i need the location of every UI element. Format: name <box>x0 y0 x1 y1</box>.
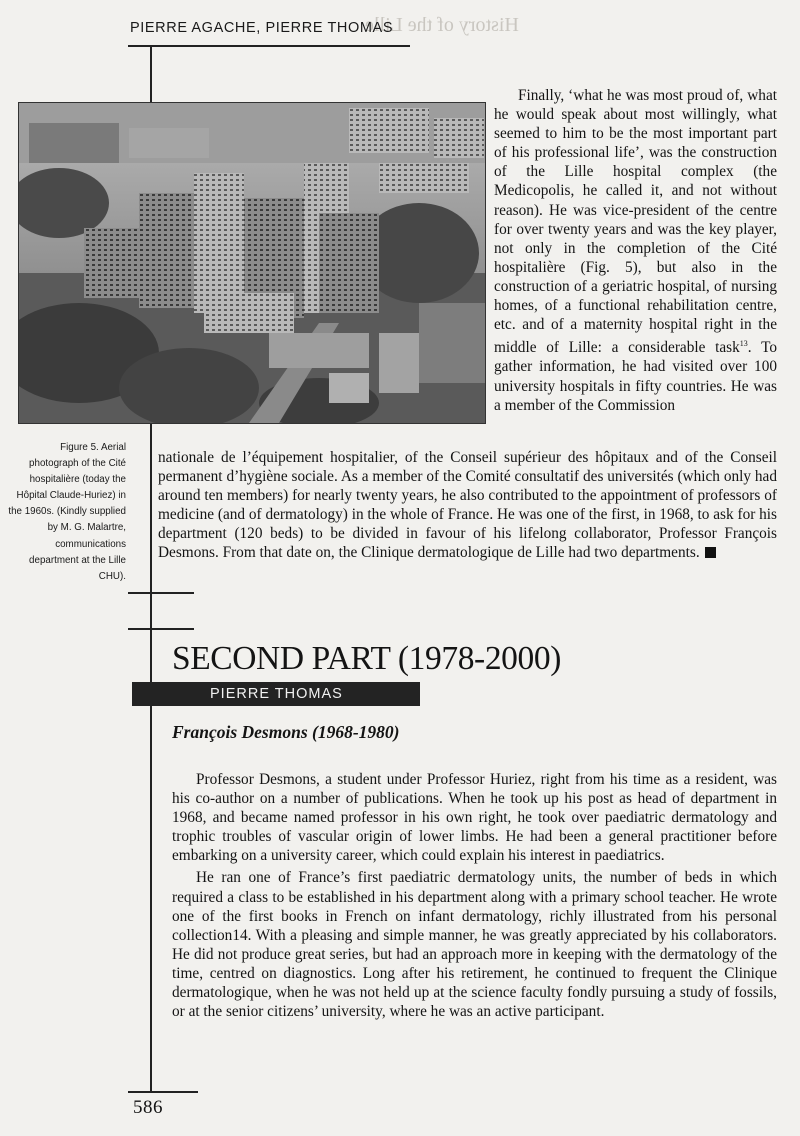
running-head: PIERRE AGACHE, PIERRE THOMAS <box>130 20 394 36</box>
full-width-text <box>158 448 777 563</box>
text-run: . To gather information, he had visited over 100 university hospitals in fifty countries. He was a member of the Commission <box>494 339 777 414</box>
footnote-ref: 13 <box>739 339 748 349</box>
section-author-bar: PIERRE THOMAS <box>132 682 420 706</box>
right-column-text <box>494 86 777 415</box>
body-text <box>172 770 777 1024</box>
figure-caption: Figure 5. Aerial photograph of the Cité hospitalière (today the Hôpital Claude-Huriez) in the 1960s. (Kindly supplied by M. G. Malartre, communications department at the Lille CHU). <box>8 442 126 582</box>
caption-rule-2 <box>128 628 194 630</box>
footer-rule <box>128 1091 198 1093</box>
aerial-photograph <box>18 102 486 424</box>
text-run: nationale de l’équipement hospitalier, of the Conseil supérieur des hôpitaux and of the Conseil permanent d’hygiène sociale. As a member of the Comité consultatif des universités (which only had around ten members) for nearly twenty years, he also contributed to the appointment of professors of medicine (and of dermatology) in the whole of France. He was one of the first, in 1968, to ask for his department (120 beds) to be divided in favour of his lifelong collaborator, Professor François Desmons. From that date on, the Clinique dermatologique de Lille had two departments. <box>158 449 777 562</box>
hospital-aerial-image <box>19 103 485 423</box>
caption-rule <box>128 592 194 594</box>
section-title: SECOND PART (1978-2000) <box>172 640 561 677</box>
subheading: François Desmons (1968-1980) <box>172 722 400 742</box>
header-rule <box>128 45 410 47</box>
text-run: Finally, ‘what he was most proud of, what he would speak about most willingly, what seemed to him to be the most important part of his professional life’, was the construction of the Lille hospital complex (the Medicopolis, he called it, and not without reason). He was vice-president of the centre for over twenty years and was the key player, not only in the completion of the Cité hospitalière (Fig. 5), but also in the construction of a geriatric hospital, of nursing homes, of a functional rehabilitation centre, etc. and of a maternity hospital right in the middle of Lille: a considerable task <box>494 87 777 357</box>
page-number: 586 <box>133 1097 163 1118</box>
paragraph: He ran one of France’s first paediatric dermatology units, the number of beds in which required a class to be established in his department along with a primary school teacher. He wrote one of the first books in French on infant dermatology, richly illustrated from his personal collection14. With a pleasing and simple manner, he was greatly appreciated by his collaborators. He did not produce great series, but had an approach more in keeping with the dermatology of the time, centred on diagnostics. Long after his retirement, he continued to frequent the Clinique dermatologique, when he was not held up at the science faculty fondly pursuing a study of fossils, or at the senior citizens’ university, where he was an active participant. <box>172 869 777 1021</box>
paragraph <box>494 86 777 415</box>
paragraph: Professor Desmons, a student under Professor Huriez, right from his time as a resident, was his co-author on a number of publications. When he took up his post as head of department in 1968, and became named professor in his own right, he took over paediatric dermatology and trophic troubles of vascular origin of lower limbs. He had been a general practitioner before embarking on a university career, which could explain his interest in paediatrics. <box>172 771 777 865</box>
end-of-article-square-icon <box>705 547 716 558</box>
bleed-through-text: History of the Lille <box>365 14 519 36</box>
paragraph <box>158 448 777 563</box>
